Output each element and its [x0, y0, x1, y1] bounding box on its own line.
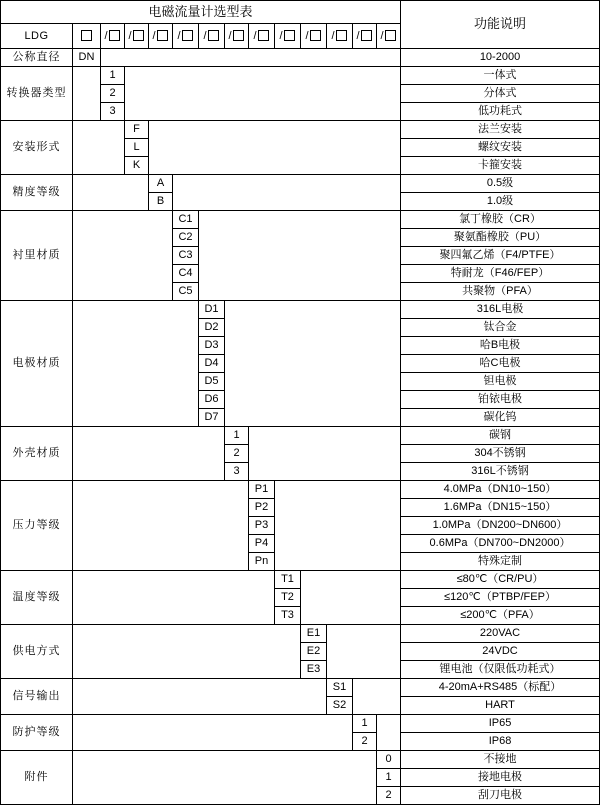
desc-cell-4-3: 特耐龙（F46/FEP）: [401, 265, 600, 283]
model-code-box[interactable]: [109, 30, 120, 41]
model-separator-slash: /: [128, 29, 132, 42]
model-code-box-group: [128, 30, 144, 42]
table-row: [1, 49, 600, 67]
code-cell-7-2[interactable]: P3: [249, 517, 275, 535]
blank-left-4: [73, 211, 173, 301]
code-cell-12-1[interactable]: 1: [377, 769, 401, 787]
desc-cell-4-1: 聚氨酯橡胶（PU）: [401, 229, 600, 247]
blank-left-7: [73, 481, 249, 571]
model-code-box[interactable]: [310, 30, 321, 41]
model-code-box[interactable]: [336, 30, 347, 41]
model-code-box-group: [228, 30, 244, 42]
desc-cell-11-1: IP68: [401, 733, 600, 751]
table-row: [1, 427, 600, 445]
code-cell-12-0[interactable]: 0: [377, 751, 401, 769]
model-separator-slash: /: [279, 29, 283, 42]
code-cell-12-2[interactable]: 2: [377, 787, 401, 805]
row-label-5: 电极材质: [1, 301, 73, 427]
model-separator-slash: /: [380, 29, 384, 42]
row-label-8: 温度等级: [1, 571, 73, 625]
table-row: [1, 571, 600, 589]
table-row: [1, 211, 600, 229]
code-cell-7-3[interactable]: P4: [249, 535, 275, 553]
code-cell-5-0[interactable]: D1: [199, 301, 225, 319]
model-code-slot-4[interactable]: [149, 24, 173, 49]
model-code-box-group: [104, 30, 120, 42]
desc-cell-2-1: 螺纹安装: [401, 139, 600, 157]
blank-left-1: [73, 67, 101, 121]
model-code-box[interactable]: [182, 30, 193, 41]
model-code-slot-5[interactable]: [173, 24, 199, 49]
model-separator-slash: /: [152, 29, 156, 42]
code-cell-5-2[interactable]: D3: [199, 337, 225, 355]
desc-cell-11-0: IP65: [401, 715, 600, 733]
code-cell-10-1[interactable]: S2: [327, 697, 353, 715]
desc-cell-5-3: 哈C电极: [401, 355, 600, 373]
model-code-box[interactable]: [361, 30, 372, 41]
code-cell-0-0[interactable]: DN: [73, 49, 101, 67]
table-row: [1, 481, 600, 499]
code-cell-3-1[interactable]: B: [149, 193, 173, 211]
model-separator-slash: /: [331, 29, 335, 42]
code-cell-2-1[interactable]: L: [125, 139, 149, 157]
desc-cell-7-2: 1.0MPa（DN200~DN600）: [401, 517, 600, 535]
desc-cell-7-3: 0.6MPa（DN700~DN2000）: [401, 535, 600, 553]
code-cell-8-0[interactable]: T1: [275, 571, 301, 589]
code-cell-4-3[interactable]: C4: [173, 265, 199, 283]
desc-cell-8-0: ≤80℃（CR/PU）: [401, 571, 600, 589]
desc-cell-8-1: ≤120℃（PTBP/FEP）: [401, 589, 600, 607]
row-label-3: 精度等级: [1, 175, 73, 211]
model-code-box[interactable]: [133, 30, 144, 41]
code-cell-11-0[interactable]: 1: [353, 715, 377, 733]
desc-cell-12-0: 不接地: [401, 751, 600, 769]
code-cell-6-2[interactable]: 3: [225, 463, 249, 481]
code-cell-5-1[interactable]: D2: [199, 319, 225, 337]
code-cell-2-0[interactable]: F: [125, 121, 149, 139]
blank-left-5: [73, 301, 199, 427]
code-cell-4-4[interactable]: C5: [173, 283, 199, 301]
model-separator-slash: /: [305, 29, 309, 42]
desc-cell-2-2: 卡箍安装: [401, 157, 600, 175]
blank-left-3: [73, 175, 149, 211]
blank-right-2: [149, 121, 401, 175]
blank-right-0: [101, 49, 401, 67]
blank-right-10: [353, 679, 401, 715]
code-cell-4-2[interactable]: C3: [173, 247, 199, 265]
code-cell-1-0[interactable]: 1: [101, 67, 125, 85]
row-label-4: 衬里材质: [1, 211, 73, 301]
desc-cell-9-0: 220VAC: [401, 625, 600, 643]
model-separator-slash: /: [253, 29, 257, 42]
model-code-slot-7[interactable]: [225, 24, 249, 49]
model-code-box-group: [331, 30, 347, 42]
model-code-slot-9[interactable]: [275, 24, 301, 49]
table-row: [1, 715, 600, 733]
model-separator-slash: /: [356, 29, 360, 42]
row-label-2: 安装形式: [1, 121, 73, 175]
table-row: [1, 625, 600, 643]
model-code-box-group: [356, 30, 372, 42]
code-cell-1-2[interactable]: 3: [101, 103, 125, 121]
blank-right-9: [327, 625, 401, 679]
table-title: 电磁流量计选型表: [1, 1, 401, 24]
desc-cell-6-2: 316L不锈钢: [401, 463, 600, 481]
desc-cell-1-1: 分体式: [401, 85, 600, 103]
desc-cell-5-1: 钛合金: [401, 319, 600, 337]
model-code-box-group: [305, 30, 321, 42]
model-code-slot-12[interactable]: [353, 24, 377, 49]
desc-cell-12-2: 刮刀电极: [401, 787, 600, 805]
desc-cell-6-1: 304不锈钢: [401, 445, 600, 463]
blank-right-4: [199, 211, 401, 301]
model-code-box-group: [203, 30, 219, 42]
code-cell-6-1[interactable]: 2: [225, 445, 249, 463]
model-code-box-group: [80, 30, 93, 42]
desc-cell-10-1: HART: [401, 697, 600, 715]
code-cell-5-6[interactable]: D7: [199, 409, 225, 427]
desc-cell-7-4: 特殊定制: [401, 553, 600, 571]
table-row: [1, 679, 600, 697]
model-code-box-group: [380, 30, 396, 42]
table-row: [1, 121, 600, 139]
model-separator-slash: /: [104, 29, 108, 42]
desc-cell-2-0: 法兰安装: [401, 121, 600, 139]
model-code-box[interactable]: [284, 30, 295, 41]
code-cell-5-5[interactable]: D6: [199, 391, 225, 409]
desc-cell-7-0: 4.0MPa（DN10~150）: [401, 481, 600, 499]
desc-cell-4-0: 氯丁橡胶（CR）: [401, 211, 600, 229]
code-cell-11-1[interactable]: 2: [353, 733, 377, 751]
desc-cell-5-4: 钽电极: [401, 373, 600, 391]
row-label-9: 供电方式: [1, 625, 73, 679]
code-cell-9-0[interactable]: E1: [301, 625, 327, 643]
blank-left-9: [73, 625, 301, 679]
code-cell-7-0[interactable]: P1: [249, 481, 275, 499]
table-row: [1, 67, 600, 85]
desc-cell-1-0: 一体式: [401, 67, 600, 85]
table-row: [1, 751, 600, 769]
function-desc-header: 功能说明: [401, 1, 600, 49]
blank-left-10: [73, 679, 327, 715]
code-cell-8-2[interactable]: T3: [275, 607, 301, 625]
blank-left-8: [73, 571, 275, 625]
model-code-box-group: [177, 30, 193, 42]
model-code-slot-8[interactable]: [249, 24, 275, 49]
model-code-box[interactable]: [208, 30, 219, 41]
code-cell-7-4[interactable]: Pn: [249, 553, 275, 571]
desc-cell-5-2: 哈B电极: [401, 337, 600, 355]
desc-cell-3-0: 0.5级: [401, 175, 600, 193]
blank-right-7: [275, 481, 401, 571]
desc-cell-4-4: 共聚物（PFA）: [401, 283, 600, 301]
blank-right-3: [173, 175, 401, 211]
code-cell-4-0[interactable]: C1: [173, 211, 199, 229]
model-code-box-group: [279, 30, 295, 42]
blank-right-1: [125, 67, 401, 121]
model-code-box-group: [253, 30, 269, 42]
row-label-0: 公称直径: [1, 49, 73, 67]
desc-cell-10-0: 4-20mA+RS485（标配）: [401, 679, 600, 697]
code-cell-9-1[interactable]: E2: [301, 643, 327, 661]
model-code-slot-10[interactable]: [301, 24, 327, 49]
model-code-slot-1[interactable]: [73, 24, 101, 49]
model-code-slot-11[interactable]: [327, 24, 353, 49]
desc-cell-3-1: 1.0级: [401, 193, 600, 211]
code-cell-2-2[interactable]: K: [125, 157, 149, 175]
model-code-box[interactable]: [385, 30, 396, 41]
code-cell-9-2[interactable]: E3: [301, 661, 327, 679]
blank-left-6: [73, 427, 225, 481]
desc-cell-5-6: 碳化钨: [401, 409, 600, 427]
model-separator-slash: /: [203, 29, 207, 42]
desc-cell-5-5: 铂铱电极: [401, 391, 600, 409]
code-cell-5-4[interactable]: D5: [199, 373, 225, 391]
desc-cell-8-2: ≤200℃（PFA）: [401, 607, 600, 625]
desc-cell-7-1: 1.6MPa（DN15~150）: [401, 499, 600, 517]
code-cell-1-1[interactable]: 2: [101, 85, 125, 103]
code-cell-4-1[interactable]: C2: [173, 229, 199, 247]
model-separator-slash: /: [228, 29, 232, 42]
table-row: [1, 175, 600, 193]
code-cell-8-1[interactable]: T2: [275, 589, 301, 607]
row-label-1: 转换器类型: [1, 67, 73, 121]
code-cell-7-1[interactable]: P2: [249, 499, 275, 517]
code-cell-6-0[interactable]: 1: [225, 427, 249, 445]
desc-cell-9-2: 锂电池（仅限低功耗式）: [401, 661, 600, 679]
model-code-slot-6[interactable]: [199, 24, 225, 49]
model-code-slot-3[interactable]: [125, 24, 149, 49]
model-code-box-group: [152, 30, 168, 42]
desc-cell-0-0: 10-2000: [401, 49, 600, 67]
blank-left-11: [73, 715, 353, 751]
row-label-12: 附件: [1, 751, 73, 805]
model-code-box[interactable]: [258, 30, 269, 41]
blank-left-2: [73, 121, 125, 175]
code-cell-5-3[interactable]: D4: [199, 355, 225, 373]
row-label-7: 压力等级: [1, 481, 73, 571]
blank-right-5: [225, 301, 401, 427]
model-code-slot-2[interactable]: [101, 24, 125, 49]
desc-cell-9-1: 24VDC: [401, 643, 600, 661]
model-code-box[interactable]: [81, 30, 92, 41]
model-code-box[interactable]: [157, 30, 168, 41]
desc-cell-6-0: 碳钢: [401, 427, 600, 445]
blank-left-12: [73, 751, 377, 805]
model-prefix-cell: [1, 24, 73, 49]
blank-right-8: [301, 571, 401, 625]
desc-cell-5-0: 316L电极: [401, 301, 600, 319]
blank-right-6: [249, 427, 401, 481]
desc-cell-12-1: 接地电极: [401, 769, 600, 787]
row-label-11: 防护等级: [1, 715, 73, 751]
model-code-slot-13[interactable]: [377, 24, 401, 49]
table-row: [1, 301, 600, 319]
row-label-10: 信号输出: [1, 679, 73, 715]
desc-cell-4-2: 聚四氟乙烯（F4/PTFE）: [401, 247, 600, 265]
blank-right-11: [377, 715, 401, 751]
desc-cell-1-2: 低功耗式: [401, 103, 600, 121]
code-cell-10-0[interactable]: S1: [327, 679, 353, 697]
model-separator-slash: /: [177, 29, 181, 42]
code-cell-3-0[interactable]: A: [149, 175, 173, 193]
row-label-6: 外壳材质: [1, 427, 73, 481]
model-code-box[interactable]: [233, 30, 244, 41]
model-prefix-label: LDG: [24, 29, 49, 42]
